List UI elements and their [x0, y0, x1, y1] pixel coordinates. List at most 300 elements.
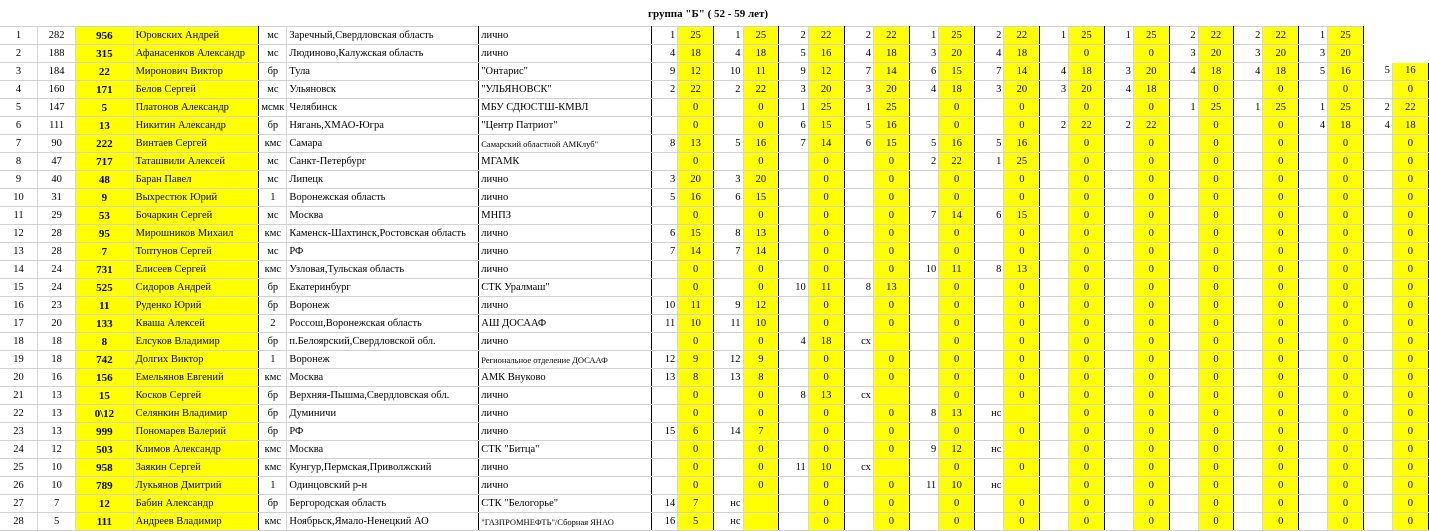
cell-s1-pts: 10	[678, 315, 714, 333]
cell-s1-place: 3	[652, 171, 678, 189]
cell-s4-pts: 25	[873, 99, 909, 117]
cell-s7-pts: 22	[1069, 117, 1105, 135]
cell-region: Санкт-Петербург	[287, 153, 479, 171]
cell-s4-pts: 18	[873, 45, 909, 63]
cell-s6-place: нс	[974, 405, 1003, 423]
cell-team: лично	[479, 387, 652, 405]
cell-s11-pts: 25	[1328, 99, 1364, 117]
cell-team: лично	[479, 405, 652, 423]
cell-s3-place	[779, 495, 808, 513]
cell-s11-place	[1299, 243, 1328, 261]
cell-s9-place	[1169, 135, 1198, 153]
cell-s9-pts: 0	[1198, 279, 1234, 297]
cell-s10-pts: 0	[1263, 243, 1299, 261]
cell-s9-place	[1169, 495, 1198, 513]
cell-s12-place	[1363, 207, 1392, 225]
cell-s5-pts: 15	[939, 63, 975, 81]
cell-s12-place	[1363, 441, 1392, 459]
cell-s9-pts: 0	[1198, 261, 1234, 279]
cell-s11-place	[1299, 387, 1328, 405]
cell-s5-pts: 18	[939, 81, 975, 99]
cell-place: 11	[0, 207, 38, 225]
cell-s3-pts: 0	[808, 207, 844, 225]
cell-s8-place	[1104, 405, 1133, 423]
cell-s3-pts: 0	[808, 315, 844, 333]
cell-s1-pts: 8	[678, 369, 714, 387]
cell-s1-pts: 15	[678, 225, 714, 243]
cell-s4-place: 5	[844, 117, 873, 135]
cell-s2-place	[714, 99, 743, 117]
cell-s1-pts: 14	[678, 243, 714, 261]
cell-s6-place	[974, 459, 1003, 477]
cell-region: Воронежская область	[287, 189, 479, 207]
cell-s8-place	[1104, 171, 1133, 189]
cell-s12-place	[1363, 153, 1392, 171]
cell-region: Верхняя-Пышма,Свердловская обл.	[287, 387, 479, 405]
cell-s12-pts: 0	[1392, 153, 1428, 171]
cell-start-no: 315	[76, 45, 133, 63]
cell-s6-place	[974, 333, 1003, 351]
cell-s9-pts: 0	[1198, 243, 1234, 261]
cell-s11-place	[1299, 333, 1328, 351]
table-row	[0, 45, 1429, 63]
cell-s10-place	[1234, 171, 1263, 189]
cell-s9-pts: 0	[1198, 81, 1234, 99]
cell-points: 188	[38, 45, 76, 63]
cell-s11-pts: 0	[1328, 477, 1364, 495]
cell-team: Самарский областной АМКлуб"	[479, 135, 652, 153]
cell-s7-pts: 0	[1069, 297, 1105, 315]
cell-region: Людиново,Калужская область	[287, 45, 479, 63]
cell-s6-place	[974, 387, 1003, 405]
cell-points: 31	[38, 189, 76, 207]
cell-s4-pts: 16	[873, 117, 909, 135]
cell-s6-pts: 0	[1004, 423, 1040, 441]
cell-s7-place	[1040, 189, 1069, 207]
cell-start-no: 11	[76, 297, 133, 315]
cell-s10-place	[1234, 315, 1263, 333]
cell-s6-place	[974, 351, 1003, 369]
cell-s4-pts: 0	[873, 441, 909, 459]
cell-s9-place	[1169, 351, 1198, 369]
cell-s3-place	[779, 315, 808, 333]
cell-s12-pts: 0	[1392, 423, 1428, 441]
cell-s9-place	[1169, 333, 1198, 351]
cell-rank: кмс	[259, 369, 287, 387]
cell-s1-place	[652, 207, 678, 225]
cell-start-no: 8	[76, 333, 133, 351]
cell-s3-place: 1	[779, 99, 808, 117]
cell-place: 10	[0, 189, 38, 207]
cell-region: Москва	[287, 369, 479, 387]
cell-s7-place: 4	[1040, 63, 1069, 81]
cell-s9-place	[1169, 477, 1198, 495]
cell-s6-place: нс	[974, 441, 1003, 459]
cell-points: 282	[38, 27, 76, 45]
cell-s8-pts: 0	[1133, 225, 1169, 243]
cell-s10-pts: 25	[1263, 99, 1299, 117]
cell-s1-place: 9	[652, 63, 678, 81]
cell-s4-pts: 0	[873, 351, 909, 369]
cell-s9-place	[1169, 261, 1198, 279]
cell-s9-place	[1169, 459, 1198, 477]
cell-s11-place	[1299, 513, 1328, 531]
cell-s3-place: 7	[779, 135, 808, 153]
cell-s5-place: 4	[909, 81, 938, 99]
cell-s6-place: 1	[974, 153, 1003, 171]
cell-s7-place	[1040, 279, 1069, 297]
cell-s10-place	[1234, 387, 1263, 405]
cell-s10-place	[1234, 495, 1263, 513]
cell-s6-place	[974, 297, 1003, 315]
cell-place: 6	[0, 117, 38, 135]
cell-s8-pts: 0	[1133, 207, 1169, 225]
cell-s7-pts: 0	[1069, 261, 1105, 279]
cell-s9-place	[1169, 189, 1198, 207]
cell-rank: 1	[259, 351, 287, 369]
cell-s4-place	[844, 297, 873, 315]
cell-s12-pts: 0	[1392, 81, 1428, 99]
cell-s6-pts: 22	[1004, 27, 1040, 45]
cell-s7-place	[1040, 171, 1069, 189]
cell-rank: кмс	[259, 513, 287, 531]
cell-s8-pts: 20	[1133, 63, 1169, 81]
cell-s2-pts: 15	[743, 189, 779, 207]
cell-s2-pts: 0	[743, 117, 779, 135]
cell-rank: мс	[259, 153, 287, 171]
cell-s2-pts: 20	[743, 171, 779, 189]
cell-s2-pts	[743, 495, 779, 513]
cell-s4-place	[844, 189, 873, 207]
cell-s8-pts: 0	[1133, 387, 1169, 405]
cell-s6-pts: 0	[1004, 99, 1040, 117]
cell-s3-place	[779, 207, 808, 225]
cell-s7-place	[1040, 459, 1069, 477]
cell-s12-pts: 0	[1392, 477, 1428, 495]
cell-rank: бр	[259, 387, 287, 405]
cell-s1-place	[652, 441, 678, 459]
cell-s7-pts: 0	[1069, 279, 1105, 297]
cell-s2-place: 14	[714, 423, 743, 441]
cell-s8-place	[1104, 495, 1133, 513]
cell-s7-place	[1040, 297, 1069, 315]
cell-s4-place	[844, 495, 873, 513]
cell-s8-place	[1104, 477, 1133, 495]
cell-s11-pts: 0	[1328, 243, 1364, 261]
cell-s9-pts: 0	[1198, 333, 1234, 351]
cell-s10-pts: 0	[1263, 477, 1299, 495]
cell-s4-place	[844, 171, 873, 189]
cell-s2-place	[714, 405, 743, 423]
cell-s3-place: 6	[779, 117, 808, 135]
cell-s12-pts: 0	[1392, 513, 1428, 531]
cell-s9-pts: 0	[1198, 477, 1234, 495]
cell-s11-pts: 0	[1328, 459, 1364, 477]
cell-s11-pts: 16	[1328, 63, 1364, 81]
cell-s11-pts: 0	[1328, 81, 1364, 99]
cell-region: Узловая,Тульская область	[287, 261, 479, 279]
cell-s8-place	[1104, 333, 1133, 351]
cell-s12-pts: 0	[1392, 279, 1428, 297]
cell-s9-pts: 0	[1198, 297, 1234, 315]
cell-points: 111	[38, 117, 76, 135]
table-row	[0, 27, 1429, 45]
cell-s1-pts: 20	[678, 171, 714, 189]
cell-s4-place: сх	[844, 333, 873, 351]
cell-s8-place	[1104, 387, 1133, 405]
cell-region: Челябинск	[287, 99, 479, 117]
cell-place: 14	[0, 261, 38, 279]
cell-s1-pts: 13	[678, 135, 714, 153]
cell-place: 21	[0, 387, 38, 405]
cell-s11-place	[1299, 225, 1328, 243]
cell-s9-pts: 18	[1198, 63, 1234, 81]
cell-s9-place: 4	[1169, 63, 1198, 81]
cell-team: Региональное отделение ДОСААФ	[479, 351, 652, 369]
cell-team: лично	[479, 477, 652, 495]
cell-team: "Онтарис"	[479, 63, 652, 81]
cell-s2-pts: 16	[743, 135, 779, 153]
table-row	[0, 333, 1429, 351]
cell-team: лично	[479, 423, 652, 441]
cell-s6-pts: 0	[1004, 117, 1040, 135]
cell-s5-pts: 0	[939, 315, 975, 333]
cell-s1-pts: 9	[678, 351, 714, 369]
cell-s1-pts: 0	[678, 459, 714, 477]
cell-name: Топтунов Сергей	[133, 243, 259, 261]
cell-s12-pts: 0	[1392, 405, 1428, 423]
cell-s2-place: нс	[714, 495, 743, 513]
cell-s12-pts: 0	[1392, 315, 1428, 333]
cell-s3-pts: 0	[808, 189, 844, 207]
cell-start-no: 717	[76, 153, 133, 171]
cell-points: 24	[38, 261, 76, 279]
cell-s12-place	[1363, 261, 1392, 279]
cell-name: Емельянов Евгений	[133, 369, 259, 387]
cell-name: Баран Павел	[133, 171, 259, 189]
cell-s8-pts: 0	[1133, 45, 1169, 63]
cell-s2-pts: 0	[743, 333, 779, 351]
cell-region: Ульяновск	[287, 81, 479, 99]
cell-s7-pts: 0	[1069, 315, 1105, 333]
cell-s5-pts: 0	[939, 99, 975, 117]
cell-name: Елсуков Владимир	[133, 333, 259, 351]
cell-name: Выхрестюк Юрий	[133, 189, 259, 207]
cell-s7-pts: 0	[1069, 243, 1105, 261]
cell-s6-place	[974, 99, 1003, 117]
cell-start-no: 171	[76, 81, 133, 99]
cell-place: 8	[0, 153, 38, 171]
cell-team: лично	[479, 225, 652, 243]
cell-s3-pts: 0	[808, 225, 844, 243]
cell-team: "ГАЗПРОМНЕФТЬ"/Сборная ЯНАО	[479, 513, 652, 531]
cell-s5-place	[909, 459, 938, 477]
cell-s2-place: 5	[714, 135, 743, 153]
cell-s1-place	[652, 261, 678, 279]
cell-s7-pts: 0	[1069, 225, 1105, 243]
cell-s2-place	[714, 279, 743, 297]
cell-s1-place: 6	[652, 225, 678, 243]
cell-place: 13	[0, 243, 38, 261]
cell-s3-place: 3	[779, 81, 808, 99]
cell-s5-pts: 0	[939, 513, 975, 531]
cell-s2-place: 8	[714, 225, 743, 243]
cell-s7-place	[1040, 513, 1069, 531]
cell-s11-pts: 0	[1328, 351, 1364, 369]
cell-region: РФ	[287, 243, 479, 261]
cell-region: РФ	[287, 423, 479, 441]
cell-s9-pts: 0	[1198, 171, 1234, 189]
cell-name: Винтаев Сергей	[133, 135, 259, 153]
cell-region: Нягань,ХМАО-Югра	[287, 117, 479, 135]
cell-s8-place	[1104, 459, 1133, 477]
cell-s4-place	[844, 153, 873, 171]
cell-place: 2	[0, 45, 38, 63]
cell-place: 20	[0, 369, 38, 387]
cell-points: 147	[38, 99, 76, 117]
cell-s8-pts: 0	[1133, 369, 1169, 387]
cell-start-no: 742	[76, 351, 133, 369]
cell-s7-place: 2	[1040, 117, 1069, 135]
cell-name: Платонов Александр	[133, 99, 259, 117]
cell-s12-pts: 16	[1392, 63, 1428, 81]
cell-s12-pts: 0	[1392, 225, 1428, 243]
cell-s4-pts: 0	[873, 495, 909, 513]
cell-region: Москва	[287, 441, 479, 459]
cell-s1-pts: 0	[678, 405, 714, 423]
cell-name: Руденко Юрий	[133, 297, 259, 315]
cell-s7-pts: 0	[1069, 405, 1105, 423]
cell-s12-place: 4	[1363, 117, 1392, 135]
cell-start-no: 999	[76, 423, 133, 441]
cell-s7-place: 3	[1040, 81, 1069, 99]
cell-points: 13	[38, 423, 76, 441]
cell-s12-place: 2	[1363, 99, 1392, 117]
cell-team: лично	[479, 333, 652, 351]
cell-s1-pts: 0	[678, 333, 714, 351]
cell-s1-pts: 0	[678, 387, 714, 405]
cell-s10-pts: 0	[1263, 441, 1299, 459]
cell-s2-place: 7	[714, 243, 743, 261]
cell-s9-pts: 20	[1198, 45, 1234, 63]
cell-s7-place	[1040, 405, 1069, 423]
cell-s6-place: 7	[974, 63, 1003, 81]
cell-name: Елисеев Сергей	[133, 261, 259, 279]
cell-s5-pts: 0	[939, 459, 975, 477]
cell-s8-place	[1104, 369, 1133, 387]
cell-s12-pts: 0	[1392, 297, 1428, 315]
cell-s5-place	[909, 117, 938, 135]
cell-s5-place	[909, 333, 938, 351]
cell-s3-place: 4	[779, 333, 808, 351]
cell-s11-place	[1299, 279, 1328, 297]
cell-s3-pts: 15	[808, 117, 844, 135]
cell-s7-place: 1	[1040, 27, 1069, 45]
cell-s3-place	[779, 423, 808, 441]
cell-s6-pts	[1004, 477, 1040, 495]
cell-s1-place: 12	[652, 351, 678, 369]
cell-name: Таташвили Алексей	[133, 153, 259, 171]
table-row	[0, 81, 1429, 99]
cell-s6-pts: 0	[1004, 333, 1040, 351]
cell-s10-pts: 0	[1263, 459, 1299, 477]
cell-s3-place: 5	[779, 45, 808, 63]
cell-s5-pts: 0	[939, 243, 975, 261]
cell-s8-pts: 0	[1133, 171, 1169, 189]
cell-s2-place: 9	[714, 297, 743, 315]
cell-s9-place	[1169, 243, 1198, 261]
cell-s1-pts: 0	[678, 279, 714, 297]
cell-s11-place	[1299, 135, 1328, 153]
cell-s6-place	[974, 423, 1003, 441]
cell-s12-place	[1363, 369, 1392, 387]
cell-name: Никитин Александр	[133, 117, 259, 135]
cell-s5-place: 3	[909, 45, 938, 63]
cell-s7-pts: 0	[1069, 351, 1105, 369]
cell-s12-place	[1363, 477, 1392, 495]
cell-s2-place	[714, 441, 743, 459]
cell-rank: мс	[259, 171, 287, 189]
cell-s7-pts: 0	[1069, 495, 1105, 513]
cell-s3-place	[779, 297, 808, 315]
cell-s11-place: 3	[1299, 45, 1328, 63]
cell-s9-place	[1169, 315, 1198, 333]
table-row	[0, 207, 1429, 225]
cell-region: Россош,Воронежская область	[287, 315, 479, 333]
cell-s3-place	[779, 171, 808, 189]
cell-s5-place	[909, 315, 938, 333]
cell-s5-pts: 0	[939, 369, 975, 387]
cell-s2-place: нс	[714, 513, 743, 531]
cell-s3-place	[779, 153, 808, 171]
cell-place: 25	[0, 459, 38, 477]
cell-s9-place	[1169, 153, 1198, 171]
cell-s4-pts: 0	[873, 171, 909, 189]
cell-s8-place: 3	[1104, 63, 1133, 81]
cell-s6-pts: 0	[1004, 495, 1040, 513]
cell-s7-pts: 0	[1069, 423, 1105, 441]
cell-s12-pts: 0	[1392, 333, 1428, 351]
cell-start-no: 503	[76, 441, 133, 459]
cell-s8-pts: 0	[1133, 441, 1169, 459]
cell-s6-place: нс	[974, 477, 1003, 495]
cell-s8-place	[1104, 351, 1133, 369]
cell-s5-pts: 22	[939, 153, 975, 171]
cell-s12-place	[1363, 459, 1392, 477]
cell-s7-place	[1040, 315, 1069, 333]
cell-s10-pts: 0	[1263, 171, 1299, 189]
cell-s9-pts: 0	[1198, 153, 1234, 171]
cell-start-no: 48	[76, 171, 133, 189]
cell-start-no: 156	[76, 369, 133, 387]
cell-s4-place	[844, 405, 873, 423]
cell-name: Лукьянов Дмитрий	[133, 477, 259, 495]
cell-s6-pts: 0	[1004, 387, 1040, 405]
cell-s5-place	[909, 387, 938, 405]
cell-s2-pts: 10	[743, 315, 779, 333]
cell-s6-pts: 0	[1004, 315, 1040, 333]
cell-s10-pts: 0	[1263, 351, 1299, 369]
cell-s10-pts: 20	[1263, 45, 1299, 63]
cell-s1-place: 13	[652, 369, 678, 387]
cell-s10-place	[1234, 441, 1263, 459]
cell-s12-place	[1363, 495, 1392, 513]
cell-s11-place	[1299, 153, 1328, 171]
cell-s6-place	[974, 243, 1003, 261]
cell-s4-pts: 0	[873, 405, 909, 423]
cell-start-no: 525	[76, 279, 133, 297]
cell-s7-pts: 0	[1069, 99, 1105, 117]
